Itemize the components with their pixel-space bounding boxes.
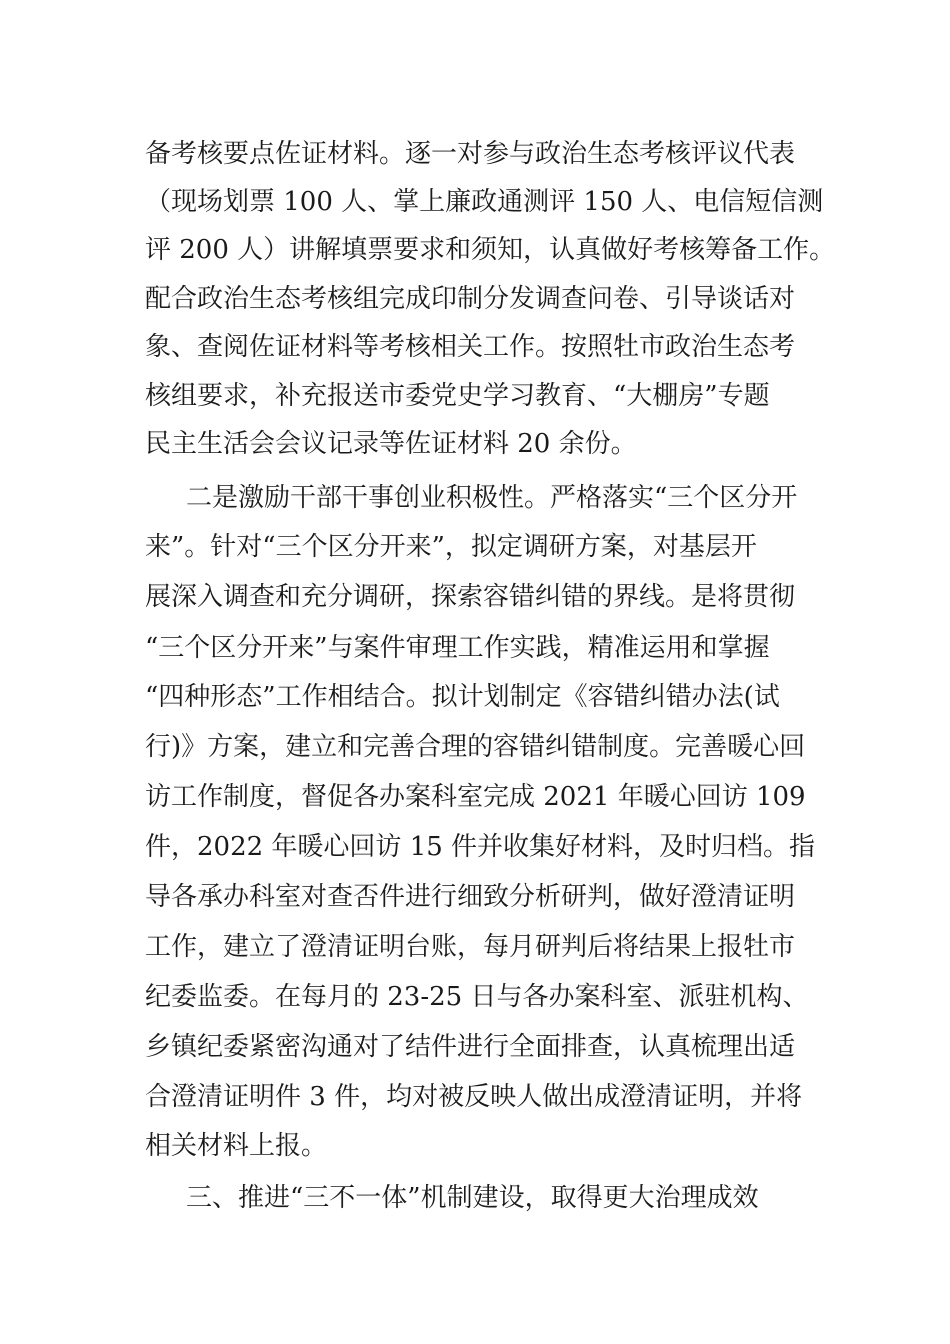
- text-line: 合澄清证明件 3 件，均对被反映人做出成澄清证明，并将: [145, 1082, 803, 1112]
- text-line: 纪委监委。在每月的 23-25 日与各办案科室、派驻机构、: [145, 982, 809, 1012]
- text-line: 核组要求，补充报送市委党史学习教育、“大棚房”专题: [145, 381, 770, 411]
- text-line: 象、查阅佐证材料等考核相关工作。按照牡市政治生态考: [145, 332, 796, 362]
- text-line: 民主生活会会议记录等佐证材料 20 余份。: [145, 429, 637, 459]
- section-heading: 三、推进“三不一体”机制建设，取得更大治理成效: [186, 1183, 759, 1213]
- text-line: 乡镇纪委紧密沟通对了结件进行全面排查，认真梳理出适: [145, 1032, 796, 1062]
- text-line: 导各承办科室对查否件进行细致分析研判，做好澄清证明: [145, 882, 796, 912]
- text-line: 件，2022 年暖心回访 15 件并收集好材料，及时归档。指: [145, 832, 816, 862]
- text-line: “四种形态”工作相结合。拟计划制定《容错纠错办法(试: [145, 682, 780, 712]
- text-line: 行)》方案，建立和完善合理的容错纠错制度。完善暖心回: [145, 732, 806, 762]
- text-line: 访工作制度，督促各办案科室完成 2021 年暖心回访 109: [145, 782, 806, 812]
- text-line-first: 二是激励干部干事创业积极性。严格落实“三个区分开: [186, 483, 798, 513]
- text-line: 工作，建立了澄清证明台账，每月研判后将结果上报牡市: [145, 932, 796, 962]
- text-line: 来”。针对“三个区分开来”，拟定调研方案，对基层开: [145, 532, 757, 562]
- text-line: 配合政治生态考核组完成印制分发调查问卷、引导谈话对: [145, 284, 796, 314]
- text-line: “三个区分开来”与案件审理工作实践，精准运用和掌握: [145, 633, 770, 663]
- text-line: 相关材料上报。: [145, 1131, 328, 1161]
- text-line: （现场划票 100 人、掌上廉政通测评 150 人、电信短信测: [145, 187, 824, 217]
- text-line: 备考核要点佐证材料。逐一对参与政治生态考核评议代表: [145, 139, 796, 169]
- text-line: 评 200 人）讲解填票要求和须知，认真做好考核筹备工作。: [145, 235, 836, 265]
- text-line: 展深入调查和充分调研，探索容错纠错的界线。是将贯彻: [145, 582, 796, 612]
